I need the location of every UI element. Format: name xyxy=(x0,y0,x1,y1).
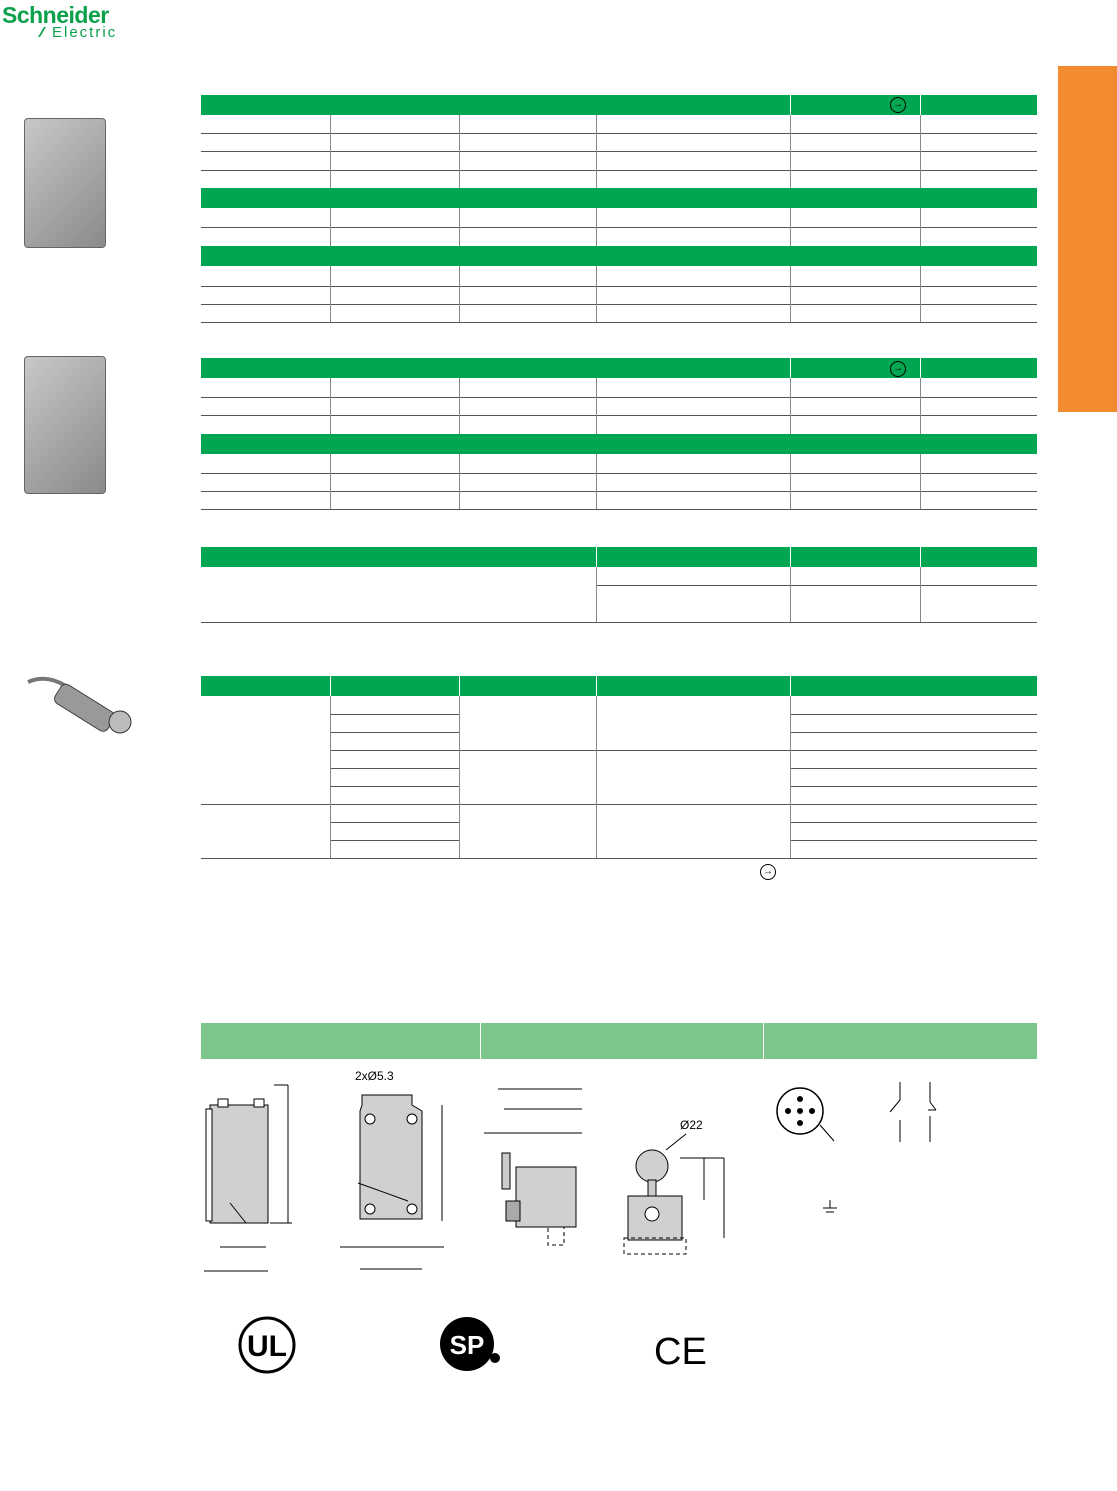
product-photo-2 xyxy=(24,356,106,494)
section-tab xyxy=(1058,66,1117,412)
reference-arrow-icon: → xyxy=(890,361,906,377)
svg-text:CE: CE xyxy=(654,1331,707,1373)
table1-subheader-2 xyxy=(201,246,1037,266)
svg-text:UL: UL xyxy=(247,1330,287,1363)
drawing-lever-side xyxy=(480,1083,590,1253)
reference-arrow-icon: → xyxy=(760,864,776,880)
contact-schematic xyxy=(880,1080,950,1146)
roller-diameter-label: Ø22 xyxy=(680,1118,703,1132)
table1-subheader-1 xyxy=(201,188,1037,208)
product-photo-1 xyxy=(24,118,106,248)
brand-name-bottom: Electric xyxy=(52,24,118,41)
csa-certification-icon xyxy=(440,1314,502,1374)
table2-subheader xyxy=(201,434,1037,454)
drawing-front-view xyxy=(338,1083,448,1275)
table3-header xyxy=(201,547,1037,567)
connector-cable-photo xyxy=(26,672,136,742)
ul-certification-icon xyxy=(238,1316,296,1374)
reference-arrow-icon: → xyxy=(890,97,906,113)
drawing-roller-front xyxy=(620,1130,730,1260)
ce-certification-icon xyxy=(654,1330,707,1373)
drawing-side-view xyxy=(200,1085,300,1275)
ground-icon xyxy=(820,1198,840,1218)
table2-header xyxy=(201,358,1037,378)
connector-pinout-diagram xyxy=(774,1085,844,1145)
dimensions-header xyxy=(201,1023,1037,1059)
hole-dimension-label: 2xØ5.3 xyxy=(355,1069,394,1083)
brand-name-top: Schneider xyxy=(2,2,109,28)
table4-header xyxy=(201,676,1037,696)
svg-text:SP: SP xyxy=(449,1330,485,1360)
brand-logo-icon xyxy=(36,25,48,39)
table1-header xyxy=(201,95,1037,115)
